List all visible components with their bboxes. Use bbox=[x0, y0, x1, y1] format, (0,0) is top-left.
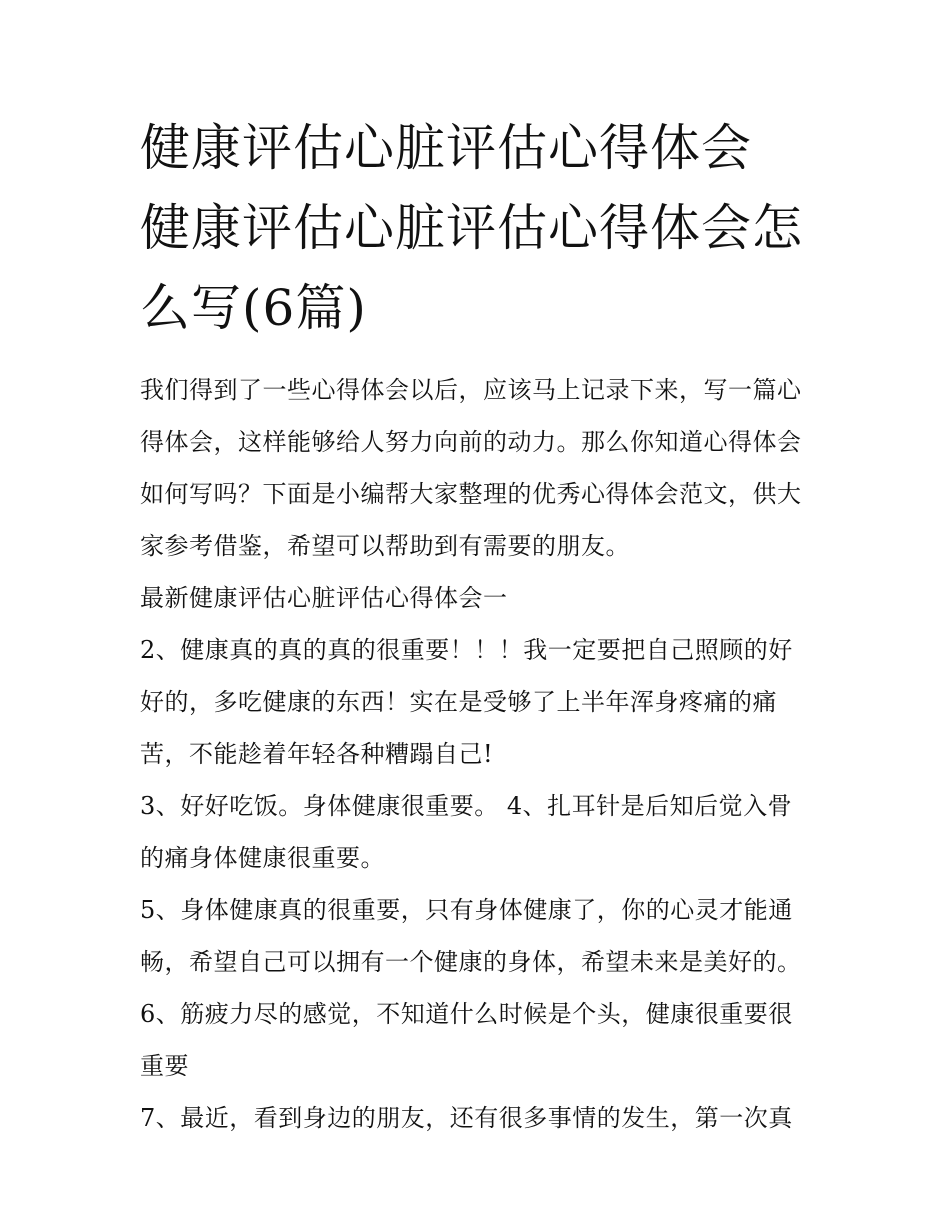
list-item-line: 7、最近，看到身边的朋友，还有很多事情的发生，第一次真 bbox=[140, 1104, 793, 1132]
list-item-line: 重要 bbox=[140, 1052, 189, 1080]
list-item-line: 2、健康真的真的真的很重要！！！我一定要把自己照顾的好 bbox=[140, 636, 793, 664]
list-item-line: 5、身体健康真的很重要，只有身体健康了，你的心灵才能通 bbox=[140, 896, 793, 924]
list-item-line: 3、好好吃饭。身体健康很重要。 4、扎耳针是后知后觉入骨 bbox=[140, 792, 793, 820]
paragraph-line: 我们得到了一些心得体会以后，应该马上记录下来，写一篇心 bbox=[140, 376, 802, 404]
list-item-line: 畅，希望自己可以拥有一个健康的身体，希望未来是美好的。 bbox=[140, 948, 802, 976]
paragraph-line: 得体会，这样能够给人努力向前的动力。那么你知道心得体会 bbox=[140, 428, 802, 456]
list-item-line: 好的，多吃健康的东西！实在是受够了上半年浑身疼痛的痛 bbox=[140, 688, 777, 716]
paragraph-line: 家参考借鉴，希望可以帮助到有需要的朋友。 bbox=[140, 532, 630, 560]
document-body bbox=[140, 364, 818, 1144]
paragraph-line: 如何写吗？下面是小编帮大家整理的优秀心得体会范文，供大 bbox=[140, 480, 802, 508]
list-item-line: 6、筋疲力尽的感觉，不知道什么时候是个头，健康很重要很 bbox=[140, 1000, 793, 1028]
document-title: 健康评估心脏评估心得体会 健康评估心脏评估心得体会怎么写(6篇) bbox=[140, 119, 803, 337]
list-item-line: 苦，不能趁着年轻各种糟蹋自己! bbox=[140, 740, 494, 768]
section-heading: 最新健康评估心脏评估心得体会一 bbox=[140, 584, 508, 612]
document-page bbox=[140, 108, 818, 1144]
list-item-line: 的痛身体健康很重要。 bbox=[140, 844, 385, 872]
